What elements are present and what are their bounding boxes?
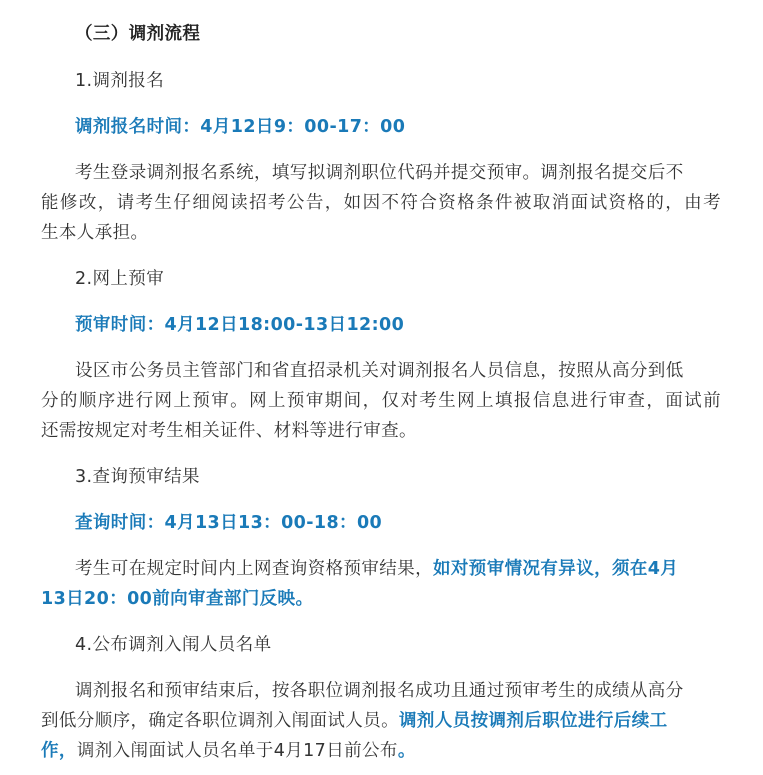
step-2-body-line: 设区市公务员主管部门和省直招录机关对调剂报名人员信息，按照从高分到低 bbox=[75, 361, 684, 381]
step-2-body-line: 还需按规定对考生相关证件、材料等进行审查。 bbox=[41, 421, 417, 441]
section-title: （三）调剂流程 bbox=[75, 24, 201, 44]
step-1-body-line: 生本人承担。 bbox=[41, 223, 149, 243]
step-1-body-line: 考生登录调剂报名系统，填写拟调剂职位代码并提交预审。调剂报名提交后不 bbox=[75, 163, 684, 183]
step-2-title: 2.网上预审 bbox=[75, 269, 165, 289]
step-3-body-text: 考生可在规定时间内上网查询资格预审结果， bbox=[75, 559, 433, 579]
step-3-time: 查询时间：4月13日13：00-18：00 bbox=[75, 513, 383, 533]
step-3-objection-notice-cont: 13日20：00前向审查部门反映。 bbox=[41, 589, 314, 609]
step-2-body-line: 分的顺序进行网上预审。网上预审期间，仅对考生网上填报信息进行审查，面试前 bbox=[41, 391, 721, 411]
step-3-body-line bbox=[75, 558, 755, 580]
step-4-body-line: 调剂报名和预审结束后，按各职位调剂报名成功且通过预审考生的成绩从高分 bbox=[75, 681, 684, 701]
step-4-body-line bbox=[41, 740, 721, 762]
step-3-objection-notice: 如对预审情况有异议，须在4月 bbox=[433, 559, 679, 579]
step-4-publish-text: 调剂入闱面试人员名单于4月17日前公布 bbox=[76, 741, 398, 761]
step-2-time: 预审时间：4月12日18:00-13日12:00 bbox=[75, 315, 405, 335]
step-4-body-line bbox=[41, 710, 721, 732]
step-3-title: 3.查询预审结果 bbox=[75, 467, 200, 487]
step-4-followup-notice: 调剂人员按调剂后职位进行后续工 bbox=[399, 711, 668, 731]
step-4-period: 。 bbox=[397, 741, 416, 761]
step-4-followup-notice-cont: 作， bbox=[41, 741, 77, 761]
step-1-body-line: 能修改，请考生仔细阅读招考公告，如因不符合资格条件被取消面试资格的，由考 bbox=[41, 193, 721, 213]
step-1-time: 调剂报名时间：4月12日9：00-17：00 bbox=[75, 117, 406, 137]
step-4-body-text: 到低分顺序，确定各职位调剂入闱面试人员。 bbox=[41, 711, 399, 731]
step-1-title: 1.调剂报名 bbox=[75, 71, 165, 91]
step-4-title: 4.公布调剂入闱人员名单 bbox=[75, 635, 272, 655]
